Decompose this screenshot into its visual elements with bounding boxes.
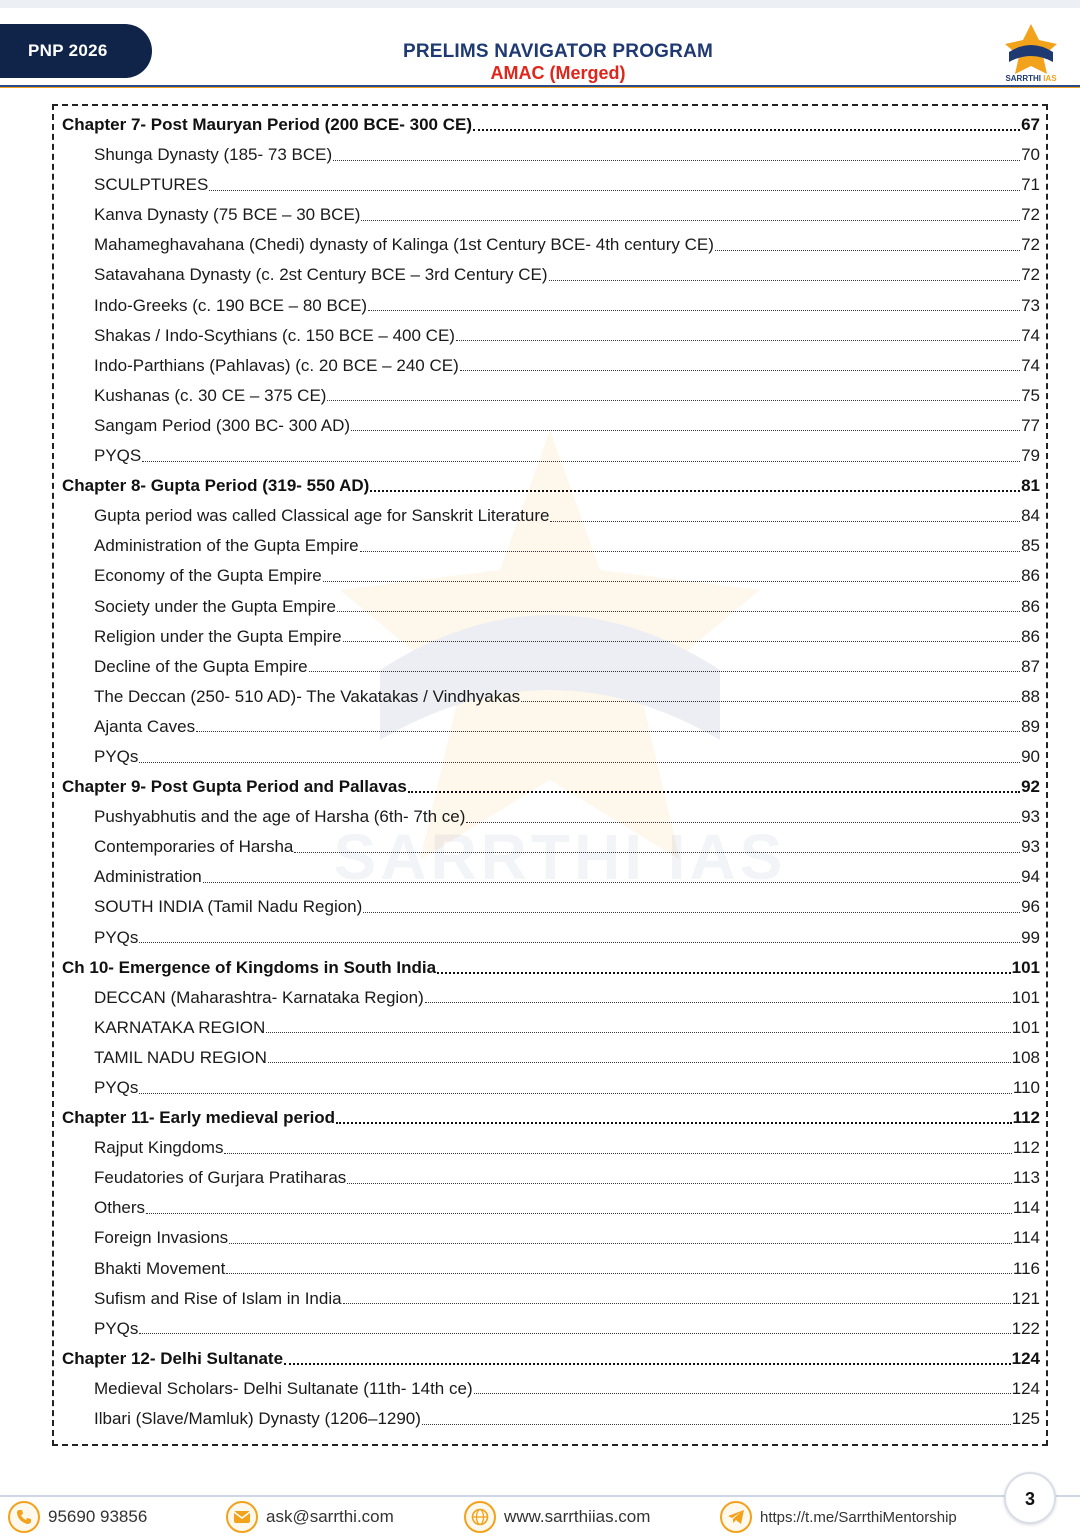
toc-section-entry[interactable] — [60, 923, 1040, 953]
program-title: PRELIMS NAVIGATOR PROGRAM — [402, 41, 714, 62]
footer-email[interactable] — [226, 1501, 394, 1533]
dot-leader — [224, 1153, 1011, 1154]
toc-page-number: 79 — [1021, 446, 1040, 466]
sarrthi-logo — [995, 22, 1067, 90]
logo-star-icon — [995, 22, 1067, 76]
dot-leader — [460, 370, 1020, 371]
toc-page-number: 124 — [1011, 1378, 1040, 1398]
toc-page-number: 116 — [1012, 1258, 1040, 1278]
dot-leader — [360, 551, 1021, 552]
toc-page-number: 84 — [1021, 506, 1040, 526]
dot-leader — [139, 1333, 1010, 1334]
toc-section-entry[interactable] — [60, 351, 1040, 381]
dot-leader — [361, 220, 1020, 221]
toc-page-number: 94 — [1021, 867, 1040, 887]
dot-leader — [343, 641, 1020, 642]
toc-page-number: 96 — [1021, 897, 1040, 917]
toc-page-number: 86 — [1021, 596, 1040, 616]
toc-entry-title: Ch 10- Emergence of Kingdoms in South India — [62, 957, 437, 977]
toc-section-entry[interactable] — [60, 1163, 1040, 1193]
toc-chapter-entry[interactable] — [60, 110, 1040, 140]
toc-section-entry[interactable] — [60, 501, 1040, 531]
toc-entry-title: Sangam Period (300 BC- 300 AD) — [94, 415, 351, 435]
toc-entry-title: Mahameghavahana (Chedi) dynasty of Kalinga (1st Century BCE- 4th century CE) — [94, 235, 714, 255]
toc-page-number: 101 — [1011, 987, 1040, 1007]
toc-entry-title: SCULPTURES — [94, 175, 209, 195]
toc-chapter-entry[interactable] — [60, 1103, 1040, 1133]
toc-section-entry[interactable] — [60, 802, 1040, 832]
toc-entry-title: The Deccan (250- 510 AD)- The Vakatakas / Vindhyakas — [94, 686, 521, 706]
email-icon — [226, 1501, 258, 1533]
toc-section-entry[interactable] — [60, 1314, 1040, 1344]
dot-leader — [327, 400, 1020, 401]
dot-leader — [196, 731, 1020, 732]
toc-section-entry[interactable] — [60, 260, 1040, 290]
toc-page-number: 71 — [1021, 175, 1040, 195]
toc-entry-title: Satavahana Dynasty (c. 2st Century BCE – 3rd Century CE) — [94, 265, 548, 285]
dot-leader — [203, 882, 1020, 883]
toc-page-number: 101 — [1011, 1017, 1040, 1037]
dot-leader — [146, 1213, 1012, 1214]
toc-entry-title: Shakas / Indo-Scythians (c. 150 BCE – 400 CE) — [94, 325, 455, 345]
toc-entry-title: Chapter 8- Gupta Period (319- 550 AD) — [62, 476, 370, 496]
toc-entry-title: PYQs — [94, 1318, 139, 1338]
dot-leader — [139, 942, 1020, 943]
dot-leader — [337, 611, 1020, 612]
toc-section-entry[interactable] — [60, 892, 1040, 922]
toc-section-entry[interactable] — [60, 441, 1040, 471]
toc-section-entry[interactable] — [60, 140, 1040, 170]
toc-page-number: 122 — [1011, 1318, 1040, 1338]
dot-leader — [268, 1062, 1011, 1063]
telegram-link: https://t.me/SarrthiMentorship — [760, 1508, 957, 1526]
dot-leader — [422, 1424, 1011, 1425]
toc-entry-title: Chapter 7- Post Mauryan Period (200 BCE- 300 CE) — [62, 115, 473, 134]
toc-entry-title: Indo-Parthians (Pahlavas) (c. 20 BCE – 240 CE) — [94, 355, 459, 375]
dot-leader — [333, 160, 1020, 161]
page-number: 3 — [1004, 1472, 1056, 1524]
toc-entry-title: Contemporaries of Harsha — [94, 837, 294, 857]
toc-page-number: 89 — [1021, 716, 1040, 736]
toc-page-number: 73 — [1021, 295, 1040, 315]
toc-entry-title: PYQS — [94, 446, 142, 466]
toc-page-number: 108 — [1011, 1047, 1040, 1067]
dot-leader — [368, 310, 1020, 311]
toc-entry-title: DECCAN (Maharashtra- Karnataka Region) — [94, 987, 424, 1007]
toc-entry-title: Rajput Kingdoms — [94, 1138, 224, 1158]
toc-section-entry[interactable] — [60, 561, 1040, 591]
toc-page-number: 74 — [1021, 355, 1040, 375]
dot-leader — [139, 762, 1020, 763]
toc-entry-title: PYQs — [94, 927, 139, 947]
toc-page-number: 87 — [1021, 656, 1040, 676]
toc-page-number: 112 — [1012, 1138, 1040, 1158]
toc-entry-title: Bhakti Movement — [94, 1258, 226, 1278]
toc-entry-title: Ajanta Caves — [94, 716, 196, 736]
dot-leader — [294, 852, 1020, 853]
toc-section-entry[interactable] — [60, 1073, 1040, 1103]
dot-leader — [209, 190, 1020, 191]
toc-page-number: 101 — [1011, 957, 1040, 977]
dot-leader — [473, 129, 1020, 131]
toc-section-entry[interactable] — [60, 1223, 1040, 1253]
toc-section-entry[interactable] — [60, 381, 1040, 411]
dot-leader — [466, 822, 1020, 823]
toc-chapter-entry[interactable] — [60, 471, 1040, 501]
toc-page-number: 85 — [1021, 536, 1040, 556]
program-badge: PNP 2026 — [0, 24, 152, 78]
toc-entry-title: Decline of the Gupta Empire — [94, 656, 308, 676]
toc-section-entry[interactable] — [60, 1193, 1040, 1223]
toc-section-entry[interactable] — [60, 170, 1040, 200]
dot-leader — [336, 1122, 1012, 1124]
header-divider-accent — [0, 87, 1080, 88]
website-url: www.sarrthiias.com — [504, 1507, 651, 1526]
toc-section-entry[interactable] — [60, 832, 1040, 862]
toc-page-number: 124 — [1011, 1348, 1040, 1368]
telegram-icon — [720, 1501, 752, 1533]
toc-section-entry[interactable] — [60, 1043, 1040, 1073]
toc-page-number: 90 — [1021, 746, 1040, 766]
toc-section-entry[interactable] — [60, 531, 1040, 561]
toc-page-number: 72 — [1021, 265, 1040, 285]
toc-chapter-entry[interactable] — [60, 772, 1040, 802]
toc-section-entry[interactable] — [60, 1254, 1040, 1284]
page-footer — [0, 1497, 1080, 1540]
toc-section-entry[interactable] — [60, 712, 1040, 742]
dot-leader — [474, 1393, 1011, 1394]
toc-section-entry[interactable] — [60, 291, 1040, 321]
toc-entry-title: SOUTH INDIA (Tamil Nadu Region) — [94, 897, 363, 917]
email-address: ask@sarrthi.com — [266, 1507, 394, 1526]
toc-chapter-entry[interactable] — [60, 953, 1040, 983]
logo-text: SARRTHI IAS — [1005, 74, 1057, 83]
dot-leader — [343, 1303, 1011, 1304]
dot-leader — [226, 1273, 1012, 1274]
toc-entry-title: Religion under the Gupta Empire — [94, 626, 342, 646]
toc-entry-title: Indo-Greeks (c. 190 BCE – 80 BCE) — [94, 295, 368, 315]
dot-leader — [456, 340, 1020, 341]
toc-entry-title: PYQs — [94, 1078, 139, 1097]
toc-entry-title: Sufism and Rise of Islam in India — [94, 1288, 342, 1308]
toc-entry-title: Society under the Gupta Empire — [94, 596, 336, 616]
toc-entry-title: PYQs — [94, 746, 139, 766]
toc-entry-title: KARNATAKA REGION — [94, 1017, 266, 1037]
dot-leader — [142, 461, 1020, 462]
toc-section-entry[interactable] — [60, 1284, 1040, 1314]
toc-page-number: 72 — [1021, 205, 1040, 225]
toc-page-number: 110 — [1012, 1078, 1040, 1097]
toc-section-entry[interactable] — [60, 1133, 1040, 1163]
toc-page-number: 75 — [1021, 385, 1040, 405]
program-subtitle: AMAC (Merged) — [490, 63, 626, 83]
toc-section-entry[interactable] — [60, 983, 1040, 1013]
toc-page-number: 67 — [1021, 115, 1040, 134]
toc-entry-title: Gupta period was called Classical age for Sanskrit Literature — [94, 506, 550, 526]
toc-entry-title: TAMIL NADU REGION — [94, 1047, 267, 1067]
toc-entry-title: Kanva Dynasty (75 BCE – 30 BCE) — [94, 205, 361, 225]
toc-section-entry[interactable] — [60, 742, 1040, 772]
toc-entry-title: Feudatories of Gurjara Pratiharas — [94, 1168, 347, 1188]
dot-leader — [139, 1093, 1011, 1094]
toc-page-number: 125 — [1011, 1409, 1040, 1429]
toc-section-entry[interactable] — [60, 200, 1040, 230]
toc-entry-title: Foreign Invasions — [94, 1228, 229, 1248]
toc-page-number: 86 — [1021, 566, 1040, 586]
toc-entry-title: Kushanas (c. 30 CE – 375 CE) — [94, 385, 327, 405]
toc-page-number: 114 — [1012, 1228, 1040, 1248]
dot-leader — [425, 1002, 1011, 1003]
toc-entry-title: Ilbari (Slave/Mamluk) Dynasty (1206–1290) — [94, 1409, 421, 1429]
toc-page-number: 113 — [1012, 1168, 1040, 1188]
toc-page-number: 93 — [1021, 807, 1040, 827]
toc-entry-title: Others — [94, 1198, 146, 1218]
toc-page-number: 92 — [1021, 777, 1040, 797]
toc-page-number: 77 — [1021, 415, 1040, 435]
toc-section-entry[interactable] — [60, 622, 1040, 652]
toc-page-number: 121 — [1011, 1288, 1040, 1308]
toc-entry-title: Pushyabhutis and the age of Harsha (6th- 7th ce) — [94, 807, 466, 827]
toc-section-entry[interactable] — [60, 862, 1040, 892]
watermark-text: SARRTHI IAS — [333, 821, 787, 893]
toc-page-number: 81 — [1021, 476, 1040, 496]
phone-icon — [8, 1501, 40, 1533]
toc-section-entry[interactable] — [60, 682, 1040, 712]
dot-leader — [309, 671, 1021, 672]
toc-page-number: 86 — [1021, 626, 1040, 646]
toc-section-entry[interactable] — [60, 652, 1040, 682]
dot-leader — [229, 1243, 1012, 1244]
toc-page-number: 74 — [1021, 325, 1040, 345]
toc-page-number: 88 — [1021, 686, 1040, 706]
dot-leader — [549, 280, 1021, 281]
toc-entry-title: Medieval Scholars- Delhi Sultanate (11th- 14th ce) — [94, 1378, 473, 1398]
toc-section-entry[interactable] — [60, 1374, 1040, 1404]
top-strip — [0, 0, 1080, 8]
dot-leader — [715, 250, 1020, 251]
toc-section-entry[interactable] — [60, 230, 1040, 260]
toc-page-number: 70 — [1021, 145, 1040, 165]
footer-telegram[interactable] — [720, 1501, 957, 1533]
toc-page-number: 112 — [1012, 1108, 1040, 1128]
toc-section-entry[interactable] — [60, 411, 1040, 441]
dot-leader — [284, 1363, 1011, 1365]
dot-leader — [437, 972, 1011, 974]
globe-icon — [464, 1501, 496, 1533]
toc-page-number: 93 — [1021, 837, 1040, 857]
toc-entry-title: Shunga Dynasty (185- 73 BCE) — [94, 145, 333, 165]
dot-leader — [323, 581, 1020, 582]
dot-leader — [363, 912, 1020, 913]
toc-section-entry[interactable] — [60, 321, 1040, 351]
table-of-contents — [60, 110, 1040, 1434]
dot-leader — [550, 521, 1020, 522]
toc-page-number: 99 — [1021, 927, 1040, 947]
toc-section-entry[interactable] — [60, 1013, 1040, 1043]
toc-entry-title: Economy of the Gupta Empire — [94, 566, 322, 586]
toc-entry-title: Chapter 12- Delhi Sultanate — [62, 1348, 284, 1368]
footer-website[interactable] — [464, 1501, 650, 1533]
toc-chapter-entry[interactable] — [60, 1344, 1040, 1374]
dot-leader — [521, 701, 1020, 702]
dot-leader — [347, 1183, 1012, 1184]
phone-number: 95690 93856 — [48, 1507, 148, 1526]
footer-phone[interactable] — [8, 1501, 147, 1533]
dot-leader — [408, 791, 1020, 793]
toc-entry-title: Chapter 11- Early medieval period — [62, 1108, 336, 1128]
dot-leader — [266, 1032, 1010, 1033]
toc-entry-title: Administration — [94, 867, 202, 887]
toc-entry-title: Chapter 9- Post Gupta Period and Pallavas — [62, 777, 407, 797]
toc-section-entry[interactable] — [60, 592, 1040, 622]
toc-page-number: 72 — [1021, 235, 1040, 255]
toc-page-number: 114 — [1012, 1198, 1040, 1218]
toc-entry-title: Administration of the Gupta Empire — [94, 536, 359, 556]
page-header — [0, 8, 1080, 90]
toc-section-entry[interactable] — [60, 1404, 1040, 1434]
dot-leader — [351, 430, 1020, 431]
dot-leader — [370, 490, 1020, 492]
